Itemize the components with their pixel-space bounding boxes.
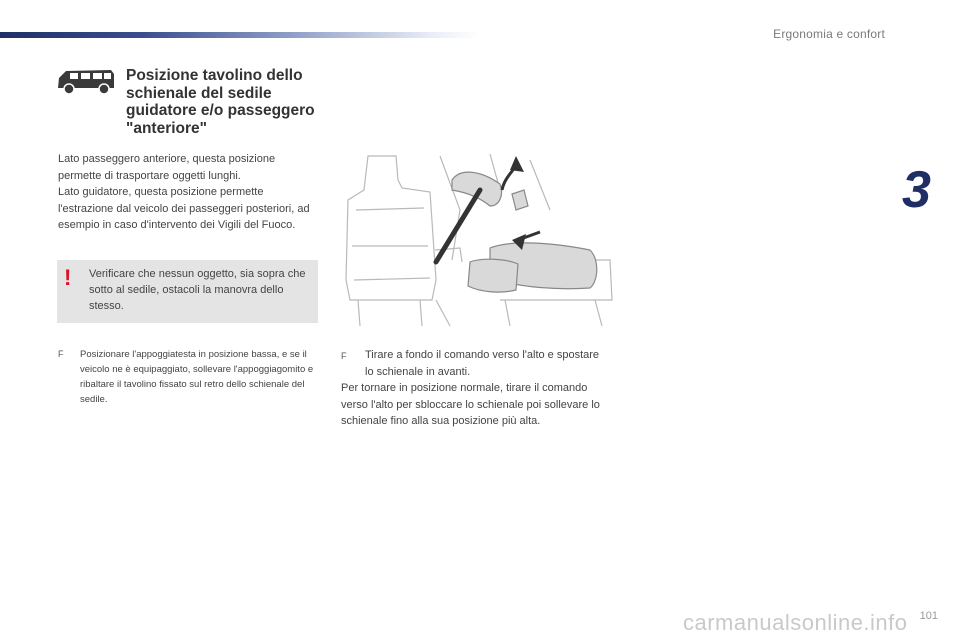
step-text: Posizionare l'appoggiatesta in posizione bassa, e se il veicolo ne è equipaggiato, sollevare l'appoggiagomito e ribaltare il tavolino fissato sul retro dello schienale del sedile.: [80, 349, 314, 405]
van-icon: [56, 66, 116, 96]
chapter-number: 3: [902, 161, 931, 219]
header-gradient-bar: [0, 32, 480, 38]
section-header: Ergonomia e confort: [773, 27, 885, 41]
return-note: Per tornare in posizione normale, tirare il comando verso l'alto per sbloccare lo schienale poi sollevare lo schienale fino alla sua posizione più alta.: [341, 382, 600, 427]
page-title: Posizione tavolino dello schienale del sedile guidatore e/o passeggero "anteriore": [126, 67, 315, 137]
step-item: [341, 347, 606, 430]
intro-paragraph: Lato guidatore, questa posizione permette l'estrazione dal veicolo dei passeggeri posteriori, ad esempio in caso d'intervento dei Vigili del Fuoco.: [58, 186, 310, 231]
step-line: [341, 347, 606, 380]
watermark-text: carmanualsonline.info: [683, 610, 908, 635]
seat-illustration: [340, 150, 618, 328]
exclamation-icon: !: [64, 265, 72, 290]
intro-paragraph: Lato passeggero anteriore, questa posizione permette di trasportare oggetti lunghi.: [58, 153, 276, 182]
page-number: 101: [919, 610, 938, 622]
step-bullet: F: [341, 351, 347, 361]
warning-box: [57, 260, 318, 323]
intro-text: [58, 151, 320, 234]
warning-text: Verificare che nessun oggetto, sia sopra che sotto al sedile, ostacoli la manovra dello stesso.: [89, 268, 306, 312]
step-text: Tirare a fondo il comando verso l'alto e spostare lo schienale in avanti.: [365, 349, 600, 378]
step-bullet: F: [58, 349, 64, 359]
step-item: [58, 347, 320, 407]
